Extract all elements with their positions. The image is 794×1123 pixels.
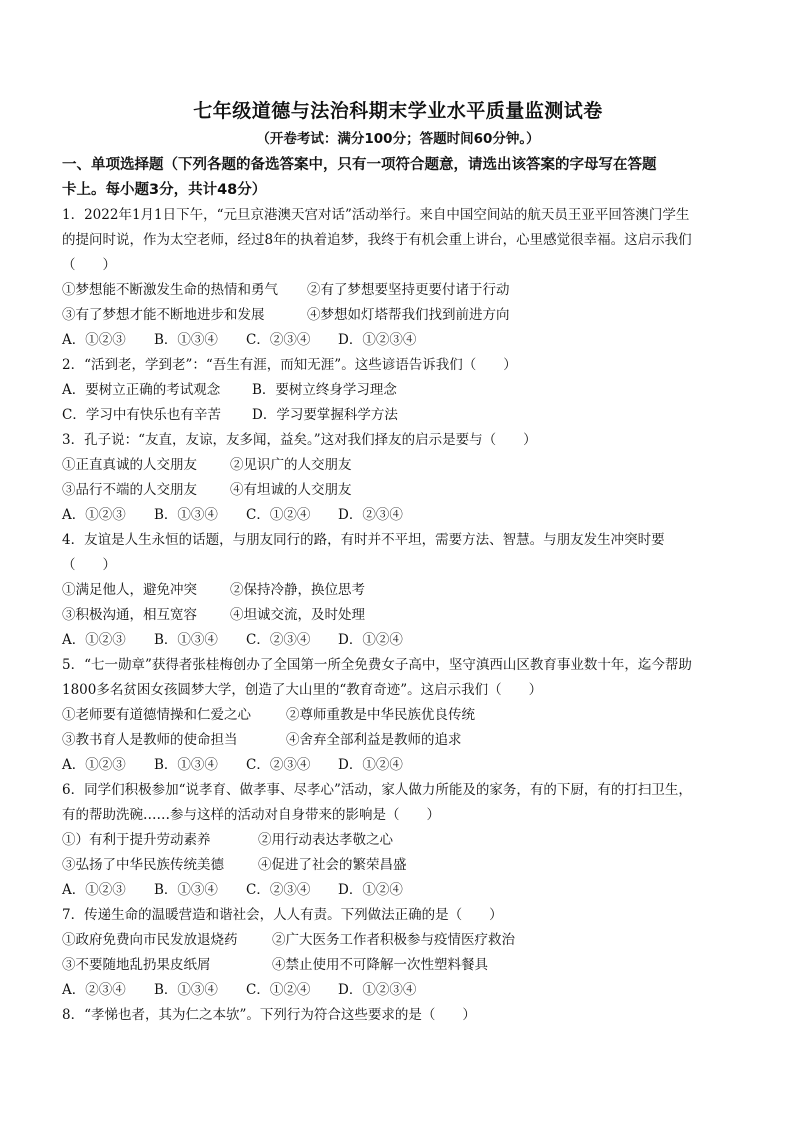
- choice-b: B．①③④: [154, 882, 218, 898]
- statement-row: [62, 928, 734, 953]
- choice-c: C．②③④: [246, 882, 311, 898]
- choice-d: D．①②④: [338, 757, 403, 773]
- statement-option: ①正直真诚的人交朋友: [62, 457, 197, 473]
- choice-c: C．②③④: [246, 332, 311, 348]
- choice-a: A．②③④: [62, 982, 126, 998]
- question-stem: 8．“孝悌也者，其为仁之本欤”。下列行为符合这些要求的是（ ）: [62, 1007, 476, 1023]
- choice-b: B．要树立终身学习理念: [252, 382, 397, 398]
- choice-a: A．要树立正确的考试观念: [62, 382, 221, 398]
- statement-option: ②有了梦想要坚持更要付诸于行动: [307, 282, 510, 298]
- statement-option: ④坦诚交流，及时处理: [230, 607, 365, 623]
- choice-c: C．②③④: [246, 757, 311, 773]
- choice-b: B．①③④: [154, 757, 218, 773]
- statement-row: [62, 703, 734, 728]
- answer-choices: [62, 878, 734, 903]
- statement-option: ④舍弃全部利益是教师的追求: [286, 732, 462, 748]
- choice-c: C．①②④: [246, 507, 311, 523]
- choice-b: B．①③④: [154, 632, 218, 648]
- choice-a: A．①②③: [62, 757, 126, 773]
- statement-option: ④禁止使用不可降解一次性塑料餐具: [272, 957, 488, 973]
- statement-row: [62, 303, 734, 328]
- statement-row: [62, 603, 734, 628]
- answer-choices: [62, 503, 734, 528]
- answer-blank: （ ）: [62, 557, 116, 573]
- choice-a: A．①②③: [62, 507, 126, 523]
- choice-c: C．②③④: [246, 632, 311, 648]
- question-stem: 6．同学们积极参加“说孝育、做孝事、尽孝心”活动，家人做力所能及的家务，有的下厨，有的打扫卫生，: [62, 782, 692, 798]
- statement-option: ②保持冷静，换位思考: [230, 582, 365, 598]
- statement-option: ④有坦诚的人交朋友: [230, 482, 352, 498]
- question-stem: 2．“活到老，学到老”：“吾生有涯，而知无涯”。这些谚语告诉我们（ ）: [62, 357, 517, 373]
- choice-a: A．①②③: [62, 632, 126, 648]
- statement-option: ①）有利于提升劳动素养: [62, 832, 211, 848]
- statement-row: [62, 953, 734, 978]
- question-3: [62, 428, 734, 528]
- question-stem: 的提问时说，作为太空老师，经过8年的执着追梦，我终于有机会重上讲台，心里感觉很幸福。这启示我们: [62, 232, 692, 248]
- question-5: [62, 653, 734, 778]
- statement-option: ②广大医务工作者积极参与疫情医疗救治: [272, 932, 515, 948]
- exam-title: 七年级道德与法治科期末学业水平质量监测试卷: [193, 100, 603, 122]
- statement-option: ③品行不端的人交朋友: [62, 482, 197, 498]
- choice-d: D．①②③④: [338, 332, 417, 348]
- question-6: [62, 778, 734, 903]
- question-1: [62, 203, 734, 353]
- question-7: [62, 903, 734, 1003]
- choice-d: D．①②③④: [338, 982, 417, 998]
- choice-a: A．①②③: [62, 332, 126, 348]
- choice-d: D．①②④: [338, 882, 403, 898]
- choice-d: D．①②④: [338, 632, 403, 648]
- question-stem: 1．2022年1月1日下午，“元旦京港澳天宫对话”活动举行。来自中国空间站的航天员王亚平回答澳门学生: [62, 207, 690, 223]
- statement-option: ④促进了社会的繁荣昌盛: [258, 857, 407, 873]
- question-4: [62, 528, 734, 653]
- statement-option: ①老师要有道德情操和仁爱之心: [62, 707, 251, 723]
- question-stem: 3．孔子说：“友直，友谅，友多闻，益矣。”这对我们择友的启示是要与（ ）: [62, 432, 537, 448]
- answer-choices: [62, 328, 734, 353]
- question-stem: 7．传递生命的温暖营造和谐社会，人人有责。下列做法正确的是（ ）: [62, 907, 503, 923]
- choice-b: B．①③④: [154, 982, 218, 998]
- statement-option: ③不要随地乱扔果皮纸屑: [62, 957, 211, 973]
- question-stem: 4．友谊是人生永恒的话题，与朋友同行的路，有时并不平坦，需要方法、智慧。与朋友发生冲突时要: [62, 532, 665, 548]
- statement-option: ③教书育人是教师的使命担当: [62, 732, 238, 748]
- question-stem: 1800多名贫困女孩圆梦大学，创造了大山里的“教育奇迹”。这启示我们（ ）: [62, 682, 543, 698]
- statement-row: [62, 453, 734, 478]
- statement-row: [62, 478, 734, 503]
- statement-row: [62, 728, 734, 753]
- choice-c: C．学习中有快乐也有辛苦: [62, 407, 221, 423]
- choice-c: C．①②④: [246, 982, 311, 998]
- answer-blank: （ ）: [62, 257, 116, 273]
- question-stem: 有的帮助洗碗……参与这样的活动对自身带来的影响是（ ）: [62, 807, 440, 823]
- question-stem: 5．“七一勋章”获得者张桂梅创办了全国第一所全免费女子高中，坚守滇西山区教育事业数十年，迄今帮助: [62, 657, 692, 673]
- statement-row: [62, 278, 734, 303]
- section-heading-line-1: 一、单项选择题（下列各题的备选答案中，只有一项符合题意，请选出该答案的字母写在答题: [62, 157, 657, 173]
- question-8: [62, 1003, 734, 1028]
- answer-choices: [62, 403, 734, 428]
- statement-option: ③有了梦想才能不断地进步和发展: [62, 307, 265, 323]
- statement-row: [62, 828, 734, 853]
- statement-row: [62, 853, 734, 878]
- choice-b: B．①③④: [154, 507, 218, 523]
- answer-choices: [62, 753, 734, 778]
- statement-option: ①政府免费向市民发放退烧药: [62, 932, 238, 948]
- question-2: [62, 353, 734, 428]
- exam-page: [62, 97, 734, 1028]
- statement-option: ②用行动表达孝敬之心: [258, 832, 393, 848]
- answer-choices: [62, 378, 734, 403]
- choice-b: B．①③④: [154, 332, 218, 348]
- statement-option: ④梦想如灯塔帮我们找到前进方向: [307, 307, 510, 323]
- choice-d: D．学习要掌握科学方法: [252, 407, 398, 423]
- statement-option: ①梦想能不断激发生命的热情和勇气: [62, 282, 278, 298]
- choice-d: D．②③④: [338, 507, 403, 523]
- statement-option: ③积极沟通，相互宽容: [62, 607, 197, 623]
- statement-option: ②见识广的人交朋友: [230, 457, 352, 473]
- choice-a: A．①②③: [62, 882, 126, 898]
- exam-subtitle: （开卷考试：满分100分；答题时间60分钟。）: [256, 131, 540, 147]
- answer-choices: [62, 628, 734, 653]
- section-heading-line-2: 卡上。每小题3分，共计48分）: [62, 182, 267, 198]
- statement-option: ②尊师重教是中华民族优良传统: [286, 707, 475, 723]
- answer-choices: [62, 978, 734, 1003]
- statement-row: [62, 578, 734, 603]
- statement-option: ③弘扬了中华民族传统美德: [62, 857, 224, 873]
- statement-option: ①满足他人，避免冲突: [62, 582, 197, 598]
